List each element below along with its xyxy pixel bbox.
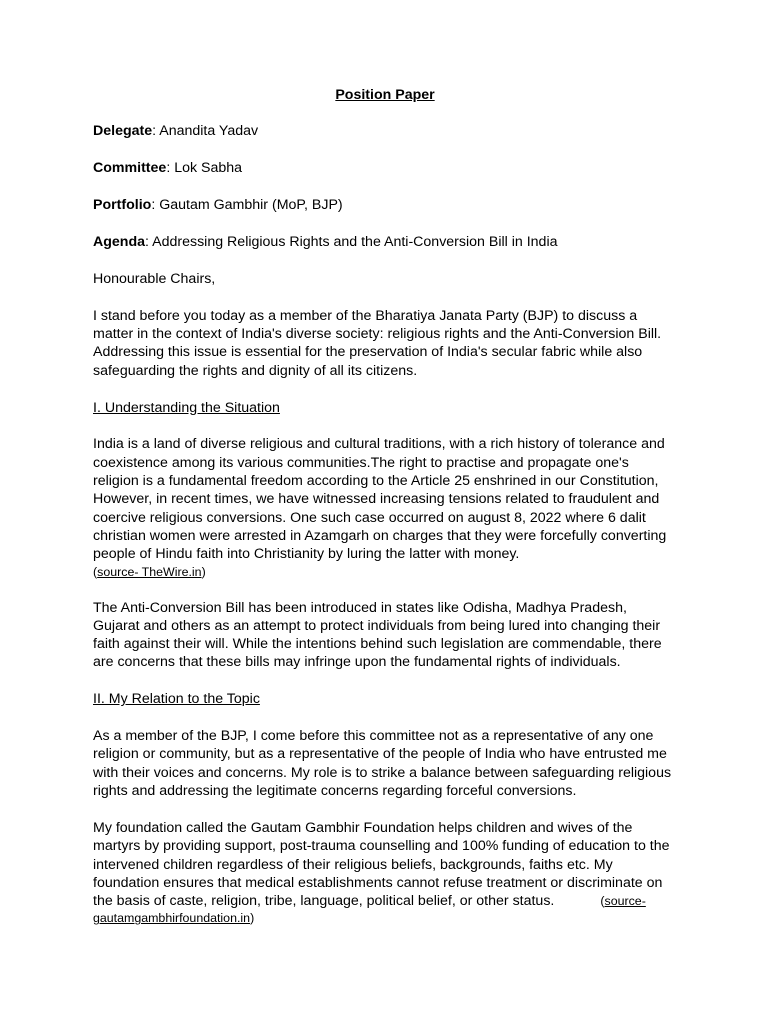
source-link-thewire[interactable]: source- TheWire.in <box>97 564 202 579</box>
document-body <box>93 86 677 927</box>
section-heading-understanding: I. Understanding the Situation <box>93 399 280 416</box>
foundation-text: My foundation called the Gautam Gambhir Foundation helps children and wives of the martyrs by providing support, post-trauma counselling and 100% funding of education to the intervened children regardless of their religious beliefs, backgrounds, faiths etc. My foundation ensures that medical establishments cannot refuse treatment or discriminate on the basis of caste, religion, tribe, language, political belief, or other status. <box>93 819 670 910</box>
bjp-role-paragraph: As a member of the BJP, I come before this committee not as a representative of any one religion or community, but as a representative of the people of India who have entrusted me with their voices and concerns. My role is to strike a balance between safeguarding religious rights and addressing the legitimate concerns regarding forceful conversions. <box>93 728 672 800</box>
foundation-paragraph <box>93 819 677 910</box>
salutation: Honourable Chairs, <box>93 270 216 287</box>
field-label: Committee <box>93 160 167 177</box>
intro-paragraph: I stand before you today as a member of the Bharatiya Janata Party (BJP) to discuss a matter in the context of India's diverse society: religious rights and the Anti-Conversion Bill. Addressing this issue is essential for the preservation of India's secular fabric while also safeguarding the rights and dignity of all its citizens. <box>93 307 662 379</box>
portfolio-field <box>93 196 677 214</box>
field-value: : Lok Sabha <box>166 160 243 177</box>
source-citation-thewire <box>93 564 677 581</box>
field-label: Agenda <box>93 233 146 250</box>
field-label: Portfolio <box>93 197 152 214</box>
source-open-paren: ( <box>600 894 605 909</box>
source-link-foundation-part2[interactable]: gautamgambhirfoundation.in <box>93 911 251 926</box>
situation-paragraph: India is a land of diverse religious and cultural traditions, with a rich history of tolerance and coexistence among its various communities.The right to practise and propagate one's religion is a fundamental freedom according to the Article 25 enshrined in our Constitution, However, in recent times, we have witnessed increasing tensions related to fraudulent and coercive religious conversions. One such case occurred on august 8, 2022 where 6 dalit christian women were arrested in Azamgarh on charges that they were forcefully converting people of Hindu faith into Christianity by luring the latter with money. <box>93 436 667 563</box>
committee-field <box>93 159 677 177</box>
source-citation-foundation-cont <box>93 910 677 927</box>
source-close-paren: ) <box>201 564 206 579</box>
field-value: : Anandita Yadav <box>152 123 259 140</box>
source-open-paren: ( <box>93 564 98 579</box>
page-title: Position Paper <box>335 87 435 103</box>
agenda-field <box>93 233 677 251</box>
source-close-paren: ) <box>250 911 255 926</box>
field-value: : Addressing Religious Rights and the Anti-Conversion Bill in India <box>145 233 558 250</box>
source-citation-foundation <box>600 894 645 908</box>
field-label: Delegate <box>93 123 153 140</box>
delegate-field <box>93 122 677 140</box>
anti-conversion-paragraph: The Anti-Conversion Bill has been introduced in states like Odisha, Madhya Pradesh, Gujarat and others as an attempt to protect individuals from being lured into changing their faith against their will. While the intentions behind such legislation are commendable, there are concerns that these bills may infringe upon the fundamental rights of individuals. <box>93 599 662 671</box>
field-value: : Gautam Gambhir (MoP, BJP) <box>151 197 343 214</box>
section-heading-relation: II. My Relation to the Topic <box>93 691 260 708</box>
source-link-foundation-part1[interactable]: source- <box>604 894 646 909</box>
